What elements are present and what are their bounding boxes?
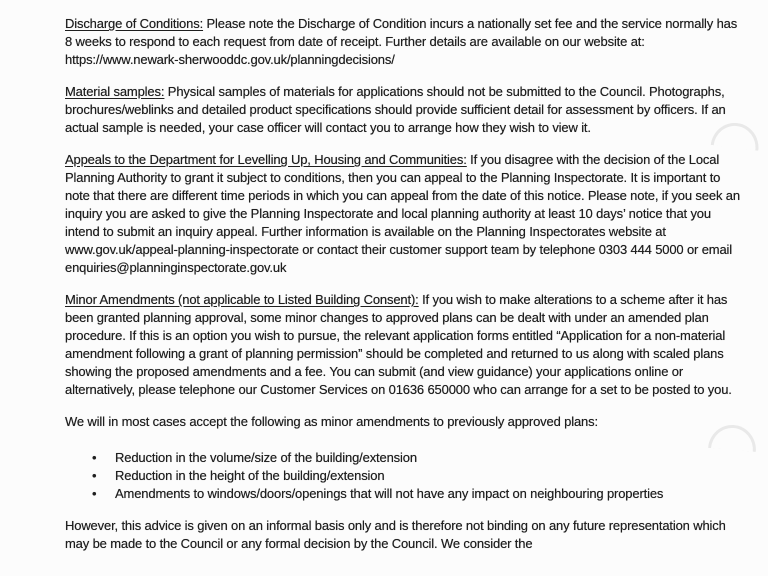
- section-body-material-samples: Physical samples of materials for applications should not be submitted to the Council. Photographs, brochures/weblinks and detailed product specifications should provide sufficient detail for assessment by officers. If an actual sample is needed, your case officer will contact you to arrange how they wish to view it.: [65, 84, 726, 135]
- section-heading-discharge-of-conditions: Discharge of Conditions:: [65, 16, 204, 31]
- closing-paragraph: However, this advice is given on an informal basis only and is therefore not binding on any future representation which may be made to the Council or any formal decision by the Council. We consider the: [65, 518, 726, 551]
- section-heading-appeals: Appeals to the Department for Levelling Up, Housing and Communities:: [65, 152, 467, 167]
- section-discharge-of-conditions: [65, 15, 742, 69]
- section-heading-material-samples: Material samples:: [65, 84, 165, 99]
- section-body-discharge-of-conditions: Please note the Discharge of Condition incurs a nationally set fee and the service normally has 8 weeks to respond to each request from date of receipt. Further details are available on our website at: https://www.newark-sherwooddc.gov.uk/planningdecisions/: [65, 16, 738, 67]
- list-item-window-amendments: • Amendments to windows/doors/openings that will not have any impact on neighbouring properties: [115, 485, 742, 503]
- section-body-appeals: If you disagree with the decision of the Local Planning Authority to grant it subject to conditions, then you can appeal to the Planning Inspectorate. It is important to note that there are different time periods in which you can appeal from the date of this notice. Please note, if you seek an inquiry you are asked to give the Planning Inspectorate and local planning authority at least 10 days’ notice that you intend to submit an inquiry appeal. Further information is available on the Planning Inspectorates website at www.gov.uk/appeal-planning-inspectorate or contact their customer support team by telephone 0303 444 5000 or email enquiries@planninginspectorate.gov.uk: [65, 152, 740, 275]
- section-appeals: [65, 151, 742, 277]
- list-item-volume-reduction: • Reduction in the volume/size of the building/extension: [115, 449, 742, 467]
- minor-amendments-intro: We will in most cases accept the following as minor amendments to previously approved plans:: [65, 414, 598, 429]
- section-minor-amendments: [65, 291, 742, 399]
- list-item-height-reduction: • Reduction in the height of the building/extension: [115, 467, 742, 485]
- minor-amendments-list: [65, 449, 742, 503]
- section-material-samples: [65, 83, 742, 137]
- section-body-minor-amendments: If you wish to make alterations to a scheme after it has been granted planning approval, some minor changes to approved plans can be dealt with under an amended plan procedure. If this is an option you wish to pursue, the relevant application forms entitled “Application for a non-material amendment following a grant of planning permission” should be completed and returned to us along with scaled plans showing the proposed amendments and a fee. You can submit (and view guidance) your applications online or alternatively, please telephone our Customer Services on 01636 650000 who can arrange for a set to be posted to you.: [65, 292, 732, 397]
- section-heading-minor-amendments: Minor Amendments (not applicable to Listed Building Consent):: [65, 292, 419, 307]
